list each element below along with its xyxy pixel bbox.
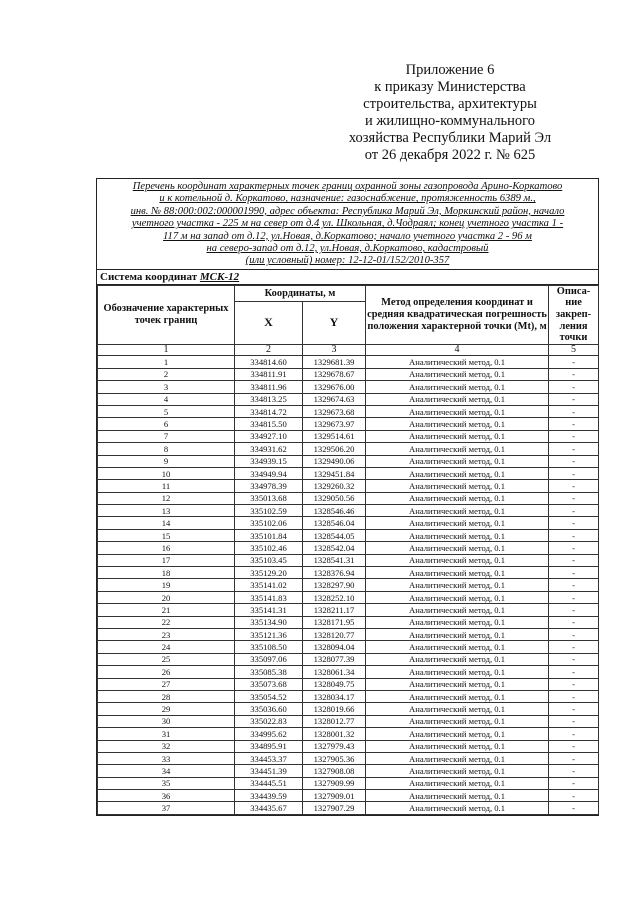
description-cell: - (549, 443, 599, 455)
table-row (98, 591, 599, 603)
y-cell: 1329490.06 (303, 455, 366, 467)
x-cell: 334931.62 (235, 443, 303, 455)
method-cell: Аналитический метод, 0.1 (366, 492, 549, 504)
x-cell: 334995.62 (235, 728, 303, 740)
table-row (98, 356, 599, 368)
method-cell: Аналитический метод, 0.1 (366, 653, 549, 665)
y-cell: 1329673.97 (303, 418, 366, 430)
table-row (98, 405, 599, 417)
document-heading (97, 179, 598, 270)
method-cell: Аналитический метод, 0.1 (366, 765, 549, 777)
x-cell: 334927.10 (235, 430, 303, 442)
x-cell: 335097.06 (235, 653, 303, 665)
description-cell: - (549, 405, 599, 417)
point-number-cell: 9 (98, 455, 235, 467)
table-row (98, 616, 599, 628)
appendix-line: хозяйства Республики Марий Эл (348, 130, 552, 146)
method-cell: Аналитический метод, 0.1 (366, 529, 549, 541)
y-cell: 1328049.75 (303, 678, 366, 690)
table-row (98, 480, 599, 492)
description-cell: - (549, 467, 599, 479)
column-number: 3 (303, 344, 366, 356)
point-number-cell: 17 (98, 554, 235, 566)
table-row (98, 715, 599, 727)
coordinate-system-label: Система координат (100, 270, 198, 283)
point-number-cell: 26 (98, 666, 235, 678)
x-cell: 335085.38 (235, 666, 303, 678)
point-number-cell: 4 (98, 393, 235, 405)
table-row (98, 492, 599, 504)
column-number: 5 (549, 344, 599, 356)
column-number-row (98, 344, 599, 356)
description-cell: - (549, 430, 599, 442)
y-cell: 1328252.10 (303, 591, 366, 603)
y-cell: 1328019.66 (303, 703, 366, 715)
y-cell: 1328211.17 (303, 604, 366, 616)
x-cell: 335141.31 (235, 604, 303, 616)
description-cell: - (549, 418, 599, 430)
method-cell: Аналитический метод, 0.1 (366, 443, 549, 455)
point-number-cell: 36 (98, 790, 235, 802)
description-cell: - (549, 715, 599, 727)
point-number-cell: 2 (98, 368, 235, 380)
description-cell: - (549, 678, 599, 690)
table-row (98, 690, 599, 702)
description-cell: - (549, 790, 599, 802)
x-cell: 335102.46 (235, 542, 303, 554)
description-cell: - (549, 381, 599, 393)
table-row (98, 443, 599, 455)
description-cell: - (549, 641, 599, 653)
coordinates-table (97, 285, 599, 815)
y-cell: 1328542.04 (303, 542, 366, 554)
appendix-header (300, 62, 600, 164)
point-number-cell: 35 (98, 777, 235, 789)
point-number-cell: 23 (98, 629, 235, 641)
table-row (98, 430, 599, 442)
y-cell: 1328077.39 (303, 653, 366, 665)
x-cell: 335141.02 (235, 579, 303, 591)
heading-line: Перечень координат характерных точек границ охранной зоны газопровода Арино-Коркатово (132, 181, 563, 192)
table-row (98, 455, 599, 467)
y-cell: 1329514.61 (303, 430, 366, 442)
table-row (98, 666, 599, 678)
y-cell: 1328544.05 (303, 529, 366, 541)
point-number-cell: 14 (98, 517, 235, 529)
appendix-line: от 26 декабря 2022 г. № 625 (364, 147, 536, 163)
y-cell: 1329676.00 (303, 381, 366, 393)
appendix-line: к приказу Министерства (374, 79, 526, 95)
point-number-cell: 31 (98, 728, 235, 740)
point-number-cell: 37 (98, 802, 235, 814)
header-method: Метод определения координат и средняя квадратическая погрешность положения характерной точки (Mt), м (366, 285, 549, 344)
method-cell: Аналитический метод, 0.1 (366, 752, 549, 764)
point-number-cell: 19 (98, 579, 235, 591)
method-cell: Аналитический метод, 0.1 (366, 715, 549, 727)
table-row (98, 567, 599, 579)
point-number-cell: 34 (98, 765, 235, 777)
table-row (98, 629, 599, 641)
appendix-line: и жилищно-коммунального (364, 113, 536, 129)
x-cell: 334811.96 (235, 381, 303, 393)
description-cell: - (549, 616, 599, 628)
description-cell: - (549, 492, 599, 504)
method-cell: Аналитический метод, 0.1 (366, 480, 549, 492)
description-cell: - (549, 802, 599, 814)
point-number-cell: 12 (98, 492, 235, 504)
heading-line: на северо-запад от д.12, ул.Новая, д.Коркатово, кадастровый (206, 243, 489, 255)
point-number-cell: 22 (98, 616, 235, 628)
y-cell: 1328546.46 (303, 505, 366, 517)
table-row (98, 381, 599, 393)
y-cell: 1328061.34 (303, 666, 366, 678)
x-cell: 334451.39 (235, 765, 303, 777)
y-cell: 1327907.29 (303, 802, 366, 814)
method-cell: Аналитический метод, 0.1 (366, 629, 549, 641)
table-row (98, 579, 599, 591)
description-cell: - (549, 653, 599, 665)
method-cell: Аналитический метод, 0.1 (366, 467, 549, 479)
description-cell: - (549, 765, 599, 777)
point-number-cell: 1 (98, 356, 235, 368)
method-cell: Аналитический метод, 0.1 (366, 430, 549, 442)
point-number-cell: 7 (98, 430, 235, 442)
x-cell: 335073.68 (235, 678, 303, 690)
method-cell: Аналитический метод, 0.1 (366, 616, 549, 628)
y-cell: 1327908.08 (303, 765, 366, 777)
x-cell: 334439.59 (235, 790, 303, 802)
method-cell: Аналитический метод, 0.1 (366, 703, 549, 715)
description-cell: - (549, 517, 599, 529)
coordinates-document (96, 178, 599, 816)
method-cell: Аналитический метод, 0.1 (366, 740, 549, 752)
x-cell: 334445.51 (235, 777, 303, 789)
table-row (98, 802, 599, 814)
x-cell: 335022.83 (235, 715, 303, 727)
table-row (98, 678, 599, 690)
method-cell: Аналитический метод, 0.1 (366, 777, 549, 789)
column-number: 2 (235, 344, 303, 356)
point-number-cell: 15 (98, 529, 235, 541)
method-cell: Аналитический метод, 0.1 (366, 790, 549, 802)
y-cell: 1329678.67 (303, 368, 366, 380)
y-cell: 1328120.77 (303, 629, 366, 641)
coordinate-system (97, 270, 598, 285)
table-row (98, 641, 599, 653)
header-x: X (235, 302, 303, 345)
y-cell: 1327905.36 (303, 752, 366, 764)
x-cell: 334949.94 (235, 467, 303, 479)
method-cell: Аналитический метод, 0.1 (366, 393, 549, 405)
method-cell: Аналитический метод, 0.1 (366, 666, 549, 678)
table-row (98, 517, 599, 529)
description-cell: - (549, 690, 599, 702)
x-cell: 335102.06 (235, 517, 303, 529)
x-cell: 335108.50 (235, 641, 303, 653)
method-cell: Аналитический метод, 0.1 (366, 455, 549, 467)
description-cell: - (549, 777, 599, 789)
y-cell: 1328297.90 (303, 579, 366, 591)
method-cell: Аналитический метод, 0.1 (366, 418, 549, 430)
y-cell: 1329506.20 (303, 443, 366, 455)
table-row (98, 777, 599, 789)
method-cell: Аналитический метод, 0.1 (366, 728, 549, 740)
method-cell: Аналитический метод, 0.1 (366, 505, 549, 517)
point-number-cell: 3 (98, 381, 235, 393)
y-cell: 1328001.32 (303, 728, 366, 740)
table-row (98, 653, 599, 665)
point-number-cell: 30 (98, 715, 235, 727)
y-cell: 1328012.77 (303, 715, 366, 727)
method-cell: Аналитический метод, 0.1 (366, 802, 549, 814)
heading-line: (или условный) номер: 12-12-01/152/2010-357 (245, 255, 450, 267)
header-description: Описа-ние закреп-ления точки (549, 285, 599, 344)
table-row (98, 505, 599, 517)
x-cell: 334453.37 (235, 752, 303, 764)
description-cell: - (549, 505, 599, 517)
y-cell: 1329451.84 (303, 467, 366, 479)
y-cell: 1328541.31 (303, 554, 366, 566)
appendix-line: Приложение 6 (405, 62, 495, 78)
description-cell: - (549, 666, 599, 678)
point-number-cell: 16 (98, 542, 235, 554)
method-cell: Аналитический метод, 0.1 (366, 368, 549, 380)
x-cell: 335103.45 (235, 554, 303, 566)
description-cell: - (549, 554, 599, 566)
x-cell: 334435.67 (235, 802, 303, 814)
description-cell: - (549, 604, 599, 616)
point-number-cell: 18 (98, 567, 235, 579)
y-cell: 1329673.68 (303, 405, 366, 417)
table-row (98, 728, 599, 740)
column-number: 4 (366, 344, 549, 356)
point-number-cell: 21 (98, 604, 235, 616)
y-cell: 1329681.39 (303, 356, 366, 368)
method-cell: Аналитический метод, 0.1 (366, 542, 549, 554)
header-coordinates: Координаты, м (235, 285, 366, 301)
point-number-cell: 29 (98, 703, 235, 715)
point-number-cell: 27 (98, 678, 235, 690)
column-number: 1 (98, 344, 235, 356)
description-cell: - (549, 393, 599, 405)
y-cell: 1327909.99 (303, 777, 366, 789)
point-number-cell: 32 (98, 740, 235, 752)
x-cell: 334814.72 (235, 405, 303, 417)
description-cell: - (549, 629, 599, 641)
description-cell: - (549, 368, 599, 380)
method-cell: Аналитический метод, 0.1 (366, 554, 549, 566)
table-row (98, 368, 599, 380)
description-cell: - (549, 740, 599, 752)
x-cell: 335054.52 (235, 690, 303, 702)
y-cell: 1328094.04 (303, 641, 366, 653)
y-cell: 1327979.43 (303, 740, 366, 752)
method-cell: Аналитический метод, 0.1 (366, 567, 549, 579)
table-row (98, 703, 599, 715)
table-row (98, 604, 599, 616)
x-cell: 335101.84 (235, 529, 303, 541)
point-number-cell: 24 (98, 641, 235, 653)
point-number-cell: 5 (98, 405, 235, 417)
x-cell: 335129.20 (235, 567, 303, 579)
method-cell: Аналитический метод, 0.1 (366, 405, 549, 417)
table-body (98, 356, 599, 814)
heading-line: инв. № 88:000:002:000001990, адрес объекта: Республика Марий Эл, Моркинский район, начало (130, 205, 565, 217)
point-number-cell: 8 (98, 443, 235, 455)
description-cell: - (549, 567, 599, 579)
x-cell: 334814.60 (235, 356, 303, 368)
x-cell: 335141.83 (235, 591, 303, 603)
heading-line: 117 м на запад от д.12, ул.Новая, д.Коркатово; начало учетного участка 2 - 96 м (163, 230, 532, 242)
x-cell: 334895.91 (235, 740, 303, 752)
method-cell: Аналитический метод, 0.1 (366, 678, 549, 690)
description-cell: - (549, 703, 599, 715)
point-number-cell: 11 (98, 480, 235, 492)
point-number-cell: 25 (98, 653, 235, 665)
y-cell: 1328546.04 (303, 517, 366, 529)
heading-line: и к котельной д. Коркатово, назначение: газоснабжение, протяженность 6389 м., (159, 193, 536, 205)
appendix-line: строительства, архитектуры (363, 96, 537, 112)
coordinate-system-value: МСК-12 (199, 270, 240, 283)
method-cell: Аналитический метод, 0.1 (366, 381, 549, 393)
description-cell: - (549, 356, 599, 368)
heading-line: учетного участка - 225 м на север от д.4 ул. Школьная, д.Чодраял; конец учетного участка 1 - (131, 218, 564, 230)
table-row (98, 554, 599, 566)
x-cell: 334939.15 (235, 455, 303, 467)
description-cell: - (549, 529, 599, 541)
x-cell: 334978.39 (235, 480, 303, 492)
table-row (98, 529, 599, 541)
x-cell: 334815.50 (235, 418, 303, 430)
point-number-cell: 20 (98, 591, 235, 603)
x-cell: 334811.91 (235, 368, 303, 380)
method-cell: Аналитический метод, 0.1 (366, 517, 549, 529)
table-row (98, 542, 599, 554)
table-row (98, 418, 599, 430)
description-cell: - (549, 728, 599, 740)
y-cell: 1328376.94 (303, 567, 366, 579)
point-number-cell: 13 (98, 505, 235, 517)
header-y: Y (303, 302, 366, 345)
point-number-cell: 28 (98, 690, 235, 702)
method-cell: Аналитический метод, 0.1 (366, 604, 549, 616)
description-cell: - (549, 752, 599, 764)
point-number-cell: 6 (98, 418, 235, 430)
x-cell: 335121.36 (235, 629, 303, 641)
table-row (98, 790, 599, 802)
method-cell: Аналитический метод, 0.1 (366, 641, 549, 653)
method-cell: Аналитический метод, 0.1 (366, 356, 549, 368)
x-cell: 335102.59 (235, 505, 303, 517)
point-number-cell: 10 (98, 467, 235, 479)
description-cell: - (549, 542, 599, 554)
y-cell: 1327909.01 (303, 790, 366, 802)
y-cell: 1328034.17 (303, 690, 366, 702)
method-cell: Аналитический метод, 0.1 (366, 690, 549, 702)
method-cell: Аналитический метод, 0.1 (366, 579, 549, 591)
point-number-cell: 33 (98, 752, 235, 764)
y-cell: 1328171.95 (303, 616, 366, 628)
x-cell: 335036.60 (235, 703, 303, 715)
x-cell: 335134.90 (235, 616, 303, 628)
x-cell: 334813.25 (235, 393, 303, 405)
description-cell: - (549, 591, 599, 603)
description-cell: - (549, 579, 599, 591)
table-row (98, 765, 599, 777)
y-cell: 1329674.63 (303, 393, 366, 405)
table-row (98, 393, 599, 405)
table-row (98, 752, 599, 764)
y-cell: 1329260.32 (303, 480, 366, 492)
y-cell: 1329050.56 (303, 492, 366, 504)
header-designation: Обозначение характерных точек границ (98, 285, 235, 344)
table-row (98, 740, 599, 752)
method-cell: Аналитический метод, 0.1 (366, 591, 549, 603)
x-cell: 335013.68 (235, 492, 303, 504)
table-row (98, 467, 599, 479)
description-cell: - (549, 480, 599, 492)
description-cell: - (549, 455, 599, 467)
